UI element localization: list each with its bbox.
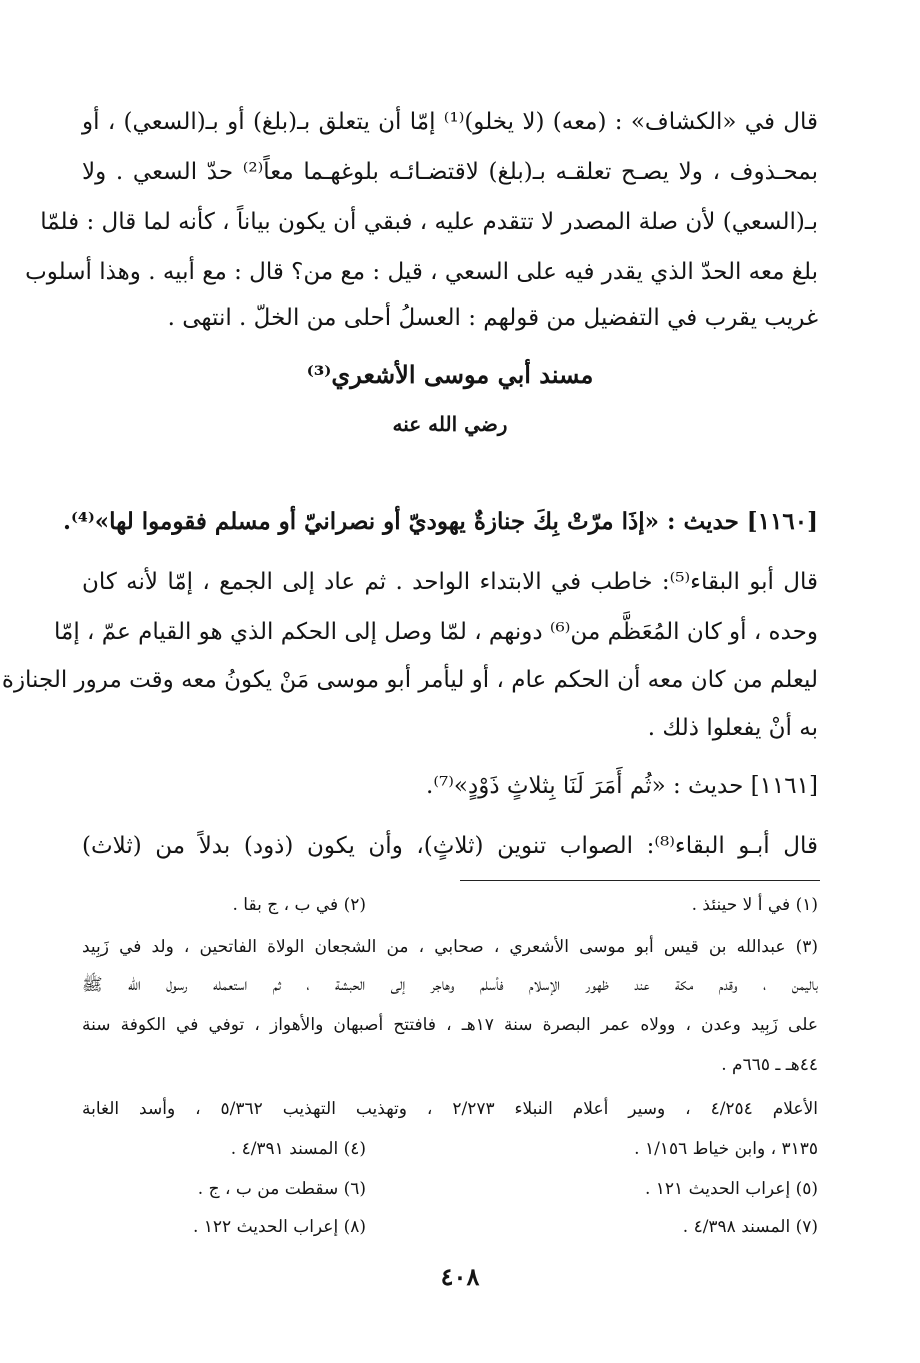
footnote-3-line: على زَبِيد وعدن ، وولاه عمر البصرة سنة ١٧هـ ، فافتتح أصبهان والأهواز ، توفي في الكوفة سنة — [82, 1015, 818, 1035]
footnote-row — [82, 1174, 818, 1204]
body-line: بلغ معه الحدّ الذي يقدر فيه على السعي ، قيل : مع من؟ قال : مع أبيه . وهذا أسلوب — [25, 259, 818, 285]
body-line: وحده ، أو كان المُعَظَّم من⁽⁶⁾ دونهم ، لمّا وصل إلى الحكم الذي هو القيام عمّ ، إمّا — [54, 619, 818, 645]
body-line: قال أبـو البقاء⁽⁸⁾: الصواب تنوين (ثلاثٍ)، وأن يكون (ذود) بدلاً من (ثلاث) — [82, 833, 818, 859]
footnote-2: (٢) في ب ، ج بقا . — [232, 895, 366, 915]
footnote-4: (٤) المسند ٤/٣٩١ . — [230, 1139, 366, 1159]
hadith-1160: [١١٦٠] حديث : «إذَا مرّتْ بِكَ جنازةٌ يهوديّ أو نصرانيّ أو مسلم فقوموا لها»⁽⁴⁾. — [63, 508, 818, 535]
section-heading: مسند أبي موسى الأشعري⁽³⁾ — [306, 360, 594, 389]
body-line: به أنْ يفعلوا ذلك . — [647, 715, 818, 741]
footnote-row — [82, 1134, 818, 1164]
footnote-3-line: باليمن ، وقدم مكة عند ظهور الإسلام فأسلم وهاجر إلى الحبشة ، ثم استعمله رسول الله ﷺ — [82, 975, 818, 995]
body-line: غريب يقرب في التفضيل من قولهم : العسلُ أحلى من الخلّ . انتهى . — [167, 305, 818, 331]
footnote-7: (٧) المسند ٤/٣٩٨ . — [682, 1217, 818, 1237]
footnote-divider — [460, 880, 820, 881]
footnote-8: (٨) إعراب الحديث ١٢٢ . — [192, 1217, 366, 1237]
footnote-row — [82, 1212, 818, 1242]
body-line: بمحـذوف ، ولا يصـح تعلقـه بـ(بلغ) لاقتضـائـه بلوغهـما معاً⁽²⁾ حدّ السعي . ولا — [82, 159, 818, 185]
footnote-3-line: (٣) عبدالله بن قيس أبو موسى الأشعري ، صحابي ، من الشجعان الولاة الفاتحين ، ولد في زَبِيد — [82, 937, 818, 957]
footnote-3-line: الأعلام ٤/٢٥٤ ، وسير أعلام النبلاء ٢/٢٧٣ ، وتهذيب التهذيب ٥/٣٦٢ ، وأسد الغابة — [82, 1099, 818, 1119]
footnote-3-line: ٣١٣٥ ، وابن خياط ١/١٥٦ . — [634, 1139, 818, 1159]
page-number: ٤٠٨ — [440, 1262, 480, 1291]
footnote-3-line: ٤٤هـ ـ ٦٦٥م . — [721, 1055, 818, 1075]
hadith-1161: [١١٦١] حديث : «ثُم أَمَرَ لَنَا بِثلاثٍ ذَوْدٍ»⁽⁷⁾. — [426, 773, 818, 799]
body-line: قال أبو البقاء⁽⁵⁾: خاطب في الابتداء الواحد . ثم عاد إلى الجمع ، إمّا لأنه كان — [82, 569, 818, 595]
footnote-row — [82, 890, 818, 920]
footnote-1: (١) في أ لا حينئذ . — [691, 895, 818, 915]
section-subheading: رضي الله عنه — [392, 412, 508, 436]
footnote-6: (٦) سقطت من ب ، ج . — [197, 1179, 366, 1199]
body-line: ليعلم من كان معه أن الحكم عام ، أو ليأمر أبو موسى مَنْ يكونُ معه وقت مرور الجنازة — [1, 667, 818, 693]
body-line: قال في «الكشاف» : (معه) (لا يخلو)⁽¹⁾ إمّا أن يتعلق بـ(بلغ) أو بـ(السعي) ، أو — [82, 109, 818, 135]
footnote-5: (٥) إعراب الحديث ١٢١ . — [644, 1179, 818, 1199]
body-line: بـ(السعي) لأن صلة المصدر لا تتقدم عليه ، فبقي أن يكون بياناً ، كأنه لما قال : فلمّا — [40, 209, 818, 235]
